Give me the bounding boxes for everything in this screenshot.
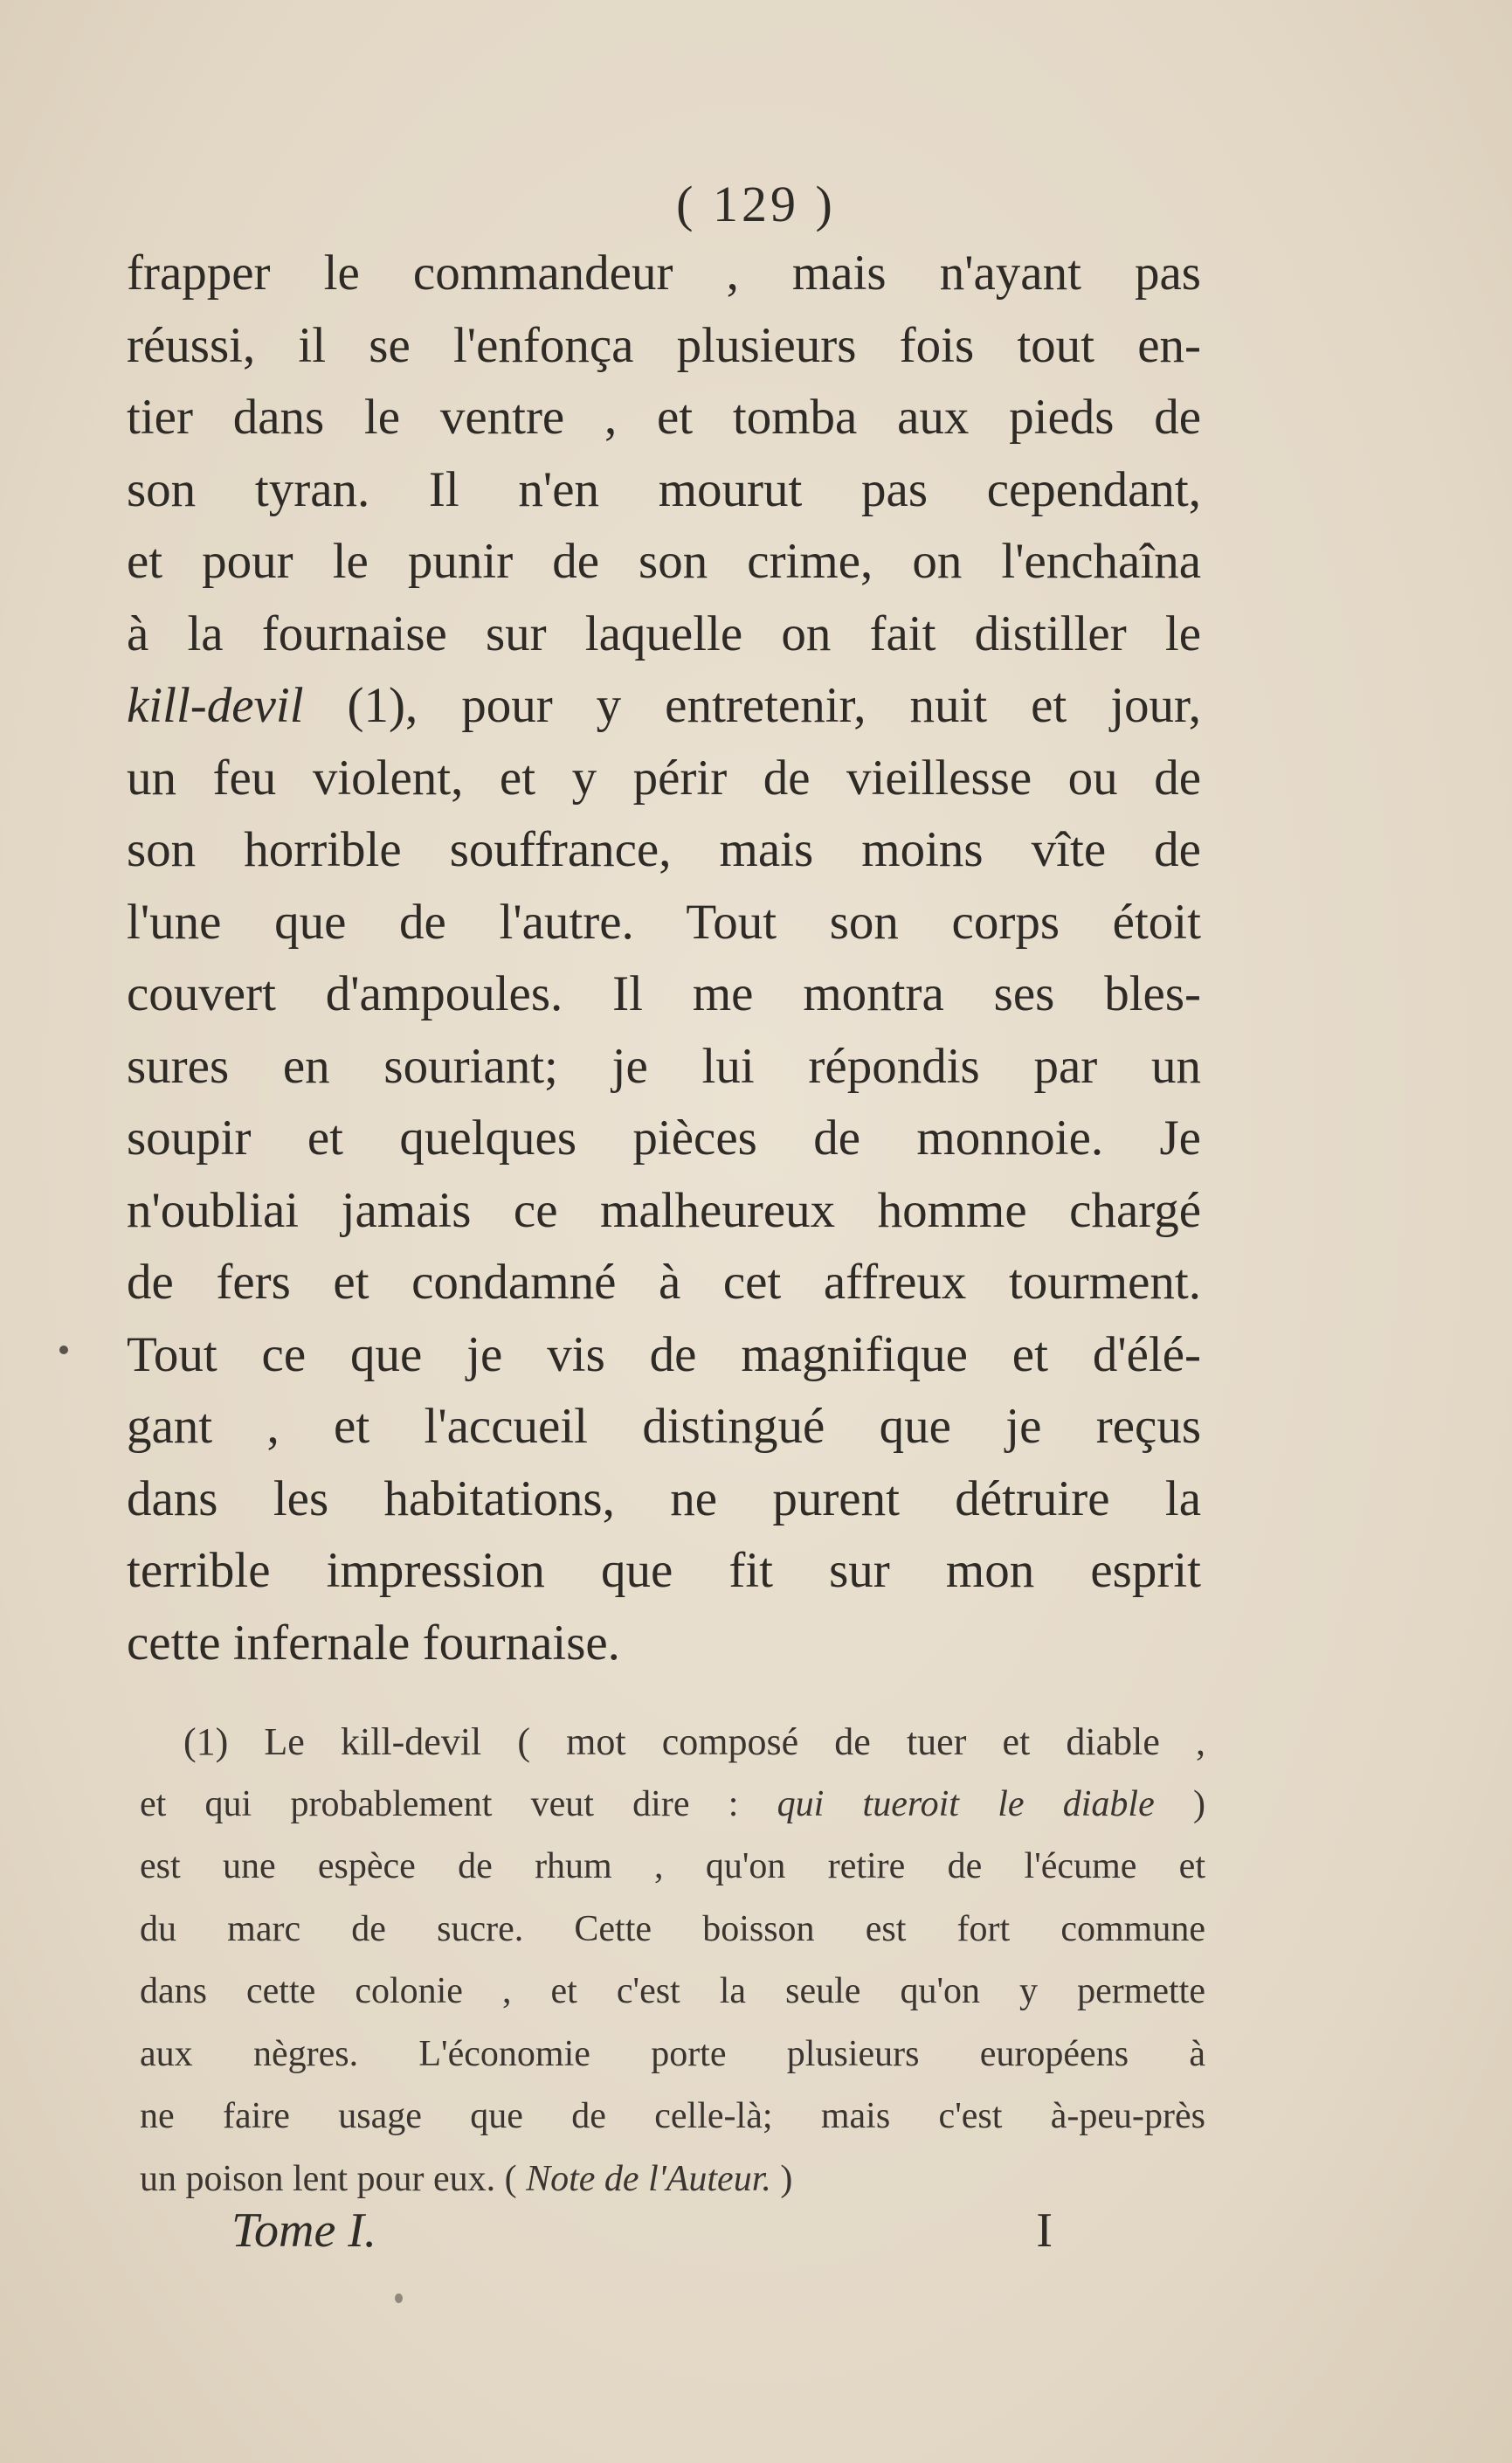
footnote-line	[140, 1774, 1205, 1837]
body-line: tier dans le ventre , et tomba aux pieds de	[127, 390, 1201, 445]
body-line: soupir et quelques pièces de monnoie. Je	[127, 1110, 1201, 1166]
body-line: frapper le commandeur , mais n'ayant pas	[127, 246, 1201, 301]
footnote-line: dans cette colonie , et c'est la seule qu'on y permette	[140, 1971, 1205, 2011]
body-line: n'oubliai jamais ce malheureux homme chargé	[127, 1182, 1201, 1238]
signature-line	[231, 2200, 1053, 2261]
author-note-italic: Note de l'Auteur.	[526, 2158, 771, 2199]
volume-label: Tome I.	[231, 2204, 376, 2258]
footnote-text: et qui probablement veut dire :	[140, 1783, 777, 1824]
body-line: sures en souriant; je lui répondis par un	[127, 1038, 1201, 1094]
paper-speck	[59, 1346, 68, 1354]
footnote-line: du marc de sucre. Cette boisson est fort commune	[140, 1908, 1205, 1949]
body-line: couvert d'ampoules. Il me montra ses bles-	[127, 966, 1201, 1021]
page-number: ( 129 )	[676, 176, 836, 232]
footnote-text: )	[770, 2158, 793, 2199]
body-line: cette infernale fournaise.	[127, 1615, 620, 1671]
paper-speck	[395, 2293, 403, 2303]
body-line-rest: (1), pour y entretenir, nuit et jour,	[303, 678, 1201, 733]
footnote-text: )	[1154, 1783, 1205, 1824]
body-line: l'une que de l'autre. Tout son corps étoit	[127, 894, 1201, 950]
body-line: à la fournaise sur laquelle on fait distiller le	[127, 605, 1201, 661]
footnote-line: est une espèce de rhum , qu'on retire de l'écume et	[140, 1846, 1205, 1886]
footnote-italic: qui tueroit le diable	[777, 1783, 1155, 1824]
body-line: de fers et condamné à cet affreux tourment.	[127, 1255, 1201, 1310]
body-line: dans les habitations, ne purent détruire la	[127, 1470, 1201, 1526]
body-text	[127, 238, 1201, 1679]
body-line: un feu violent, et y périr de vieillesse ou de	[127, 750, 1201, 806]
footnote	[140, 1711, 1205, 2210]
footnote-text: un poison lent pour eux. (	[140, 2158, 527, 2199]
footnote-line: aux nègres. L'économie porte plusieurs européens à	[140, 2033, 1205, 2074]
body-line	[127, 670, 1201, 743]
body-line: gant , et l'accueil distingué que je reçus	[127, 1399, 1201, 1454]
body-line: réussi, il se l'enfonça plusieurs fois tout en-	[127, 317, 1201, 373]
signature-mark: I	[1036, 2204, 1053, 2258]
body-line: terrible impression que fit sur mon esprit	[127, 1543, 1201, 1598]
footnote-line: (1) Le kill-devil ( mot composé de tuer et diable ,	[183, 1720, 1205, 1763]
body-line: Tout ce que je vis de magnifique et d'élé-	[127, 1326, 1201, 1382]
kill-devil-italic: kill-devil	[127, 678, 304, 733]
body-line: son tyran. Il n'en mourut pas cependant,	[127, 461, 1201, 517]
footnote-line: ne faire usage que de celle-là; mais c'est à-peu-près	[140, 2096, 1205, 2136]
body-line: et pour le punir de son crime, on l'enchaîna	[127, 534, 1201, 589]
body-line: son horrible souffrance, mais moins vîte de	[127, 822, 1201, 877]
